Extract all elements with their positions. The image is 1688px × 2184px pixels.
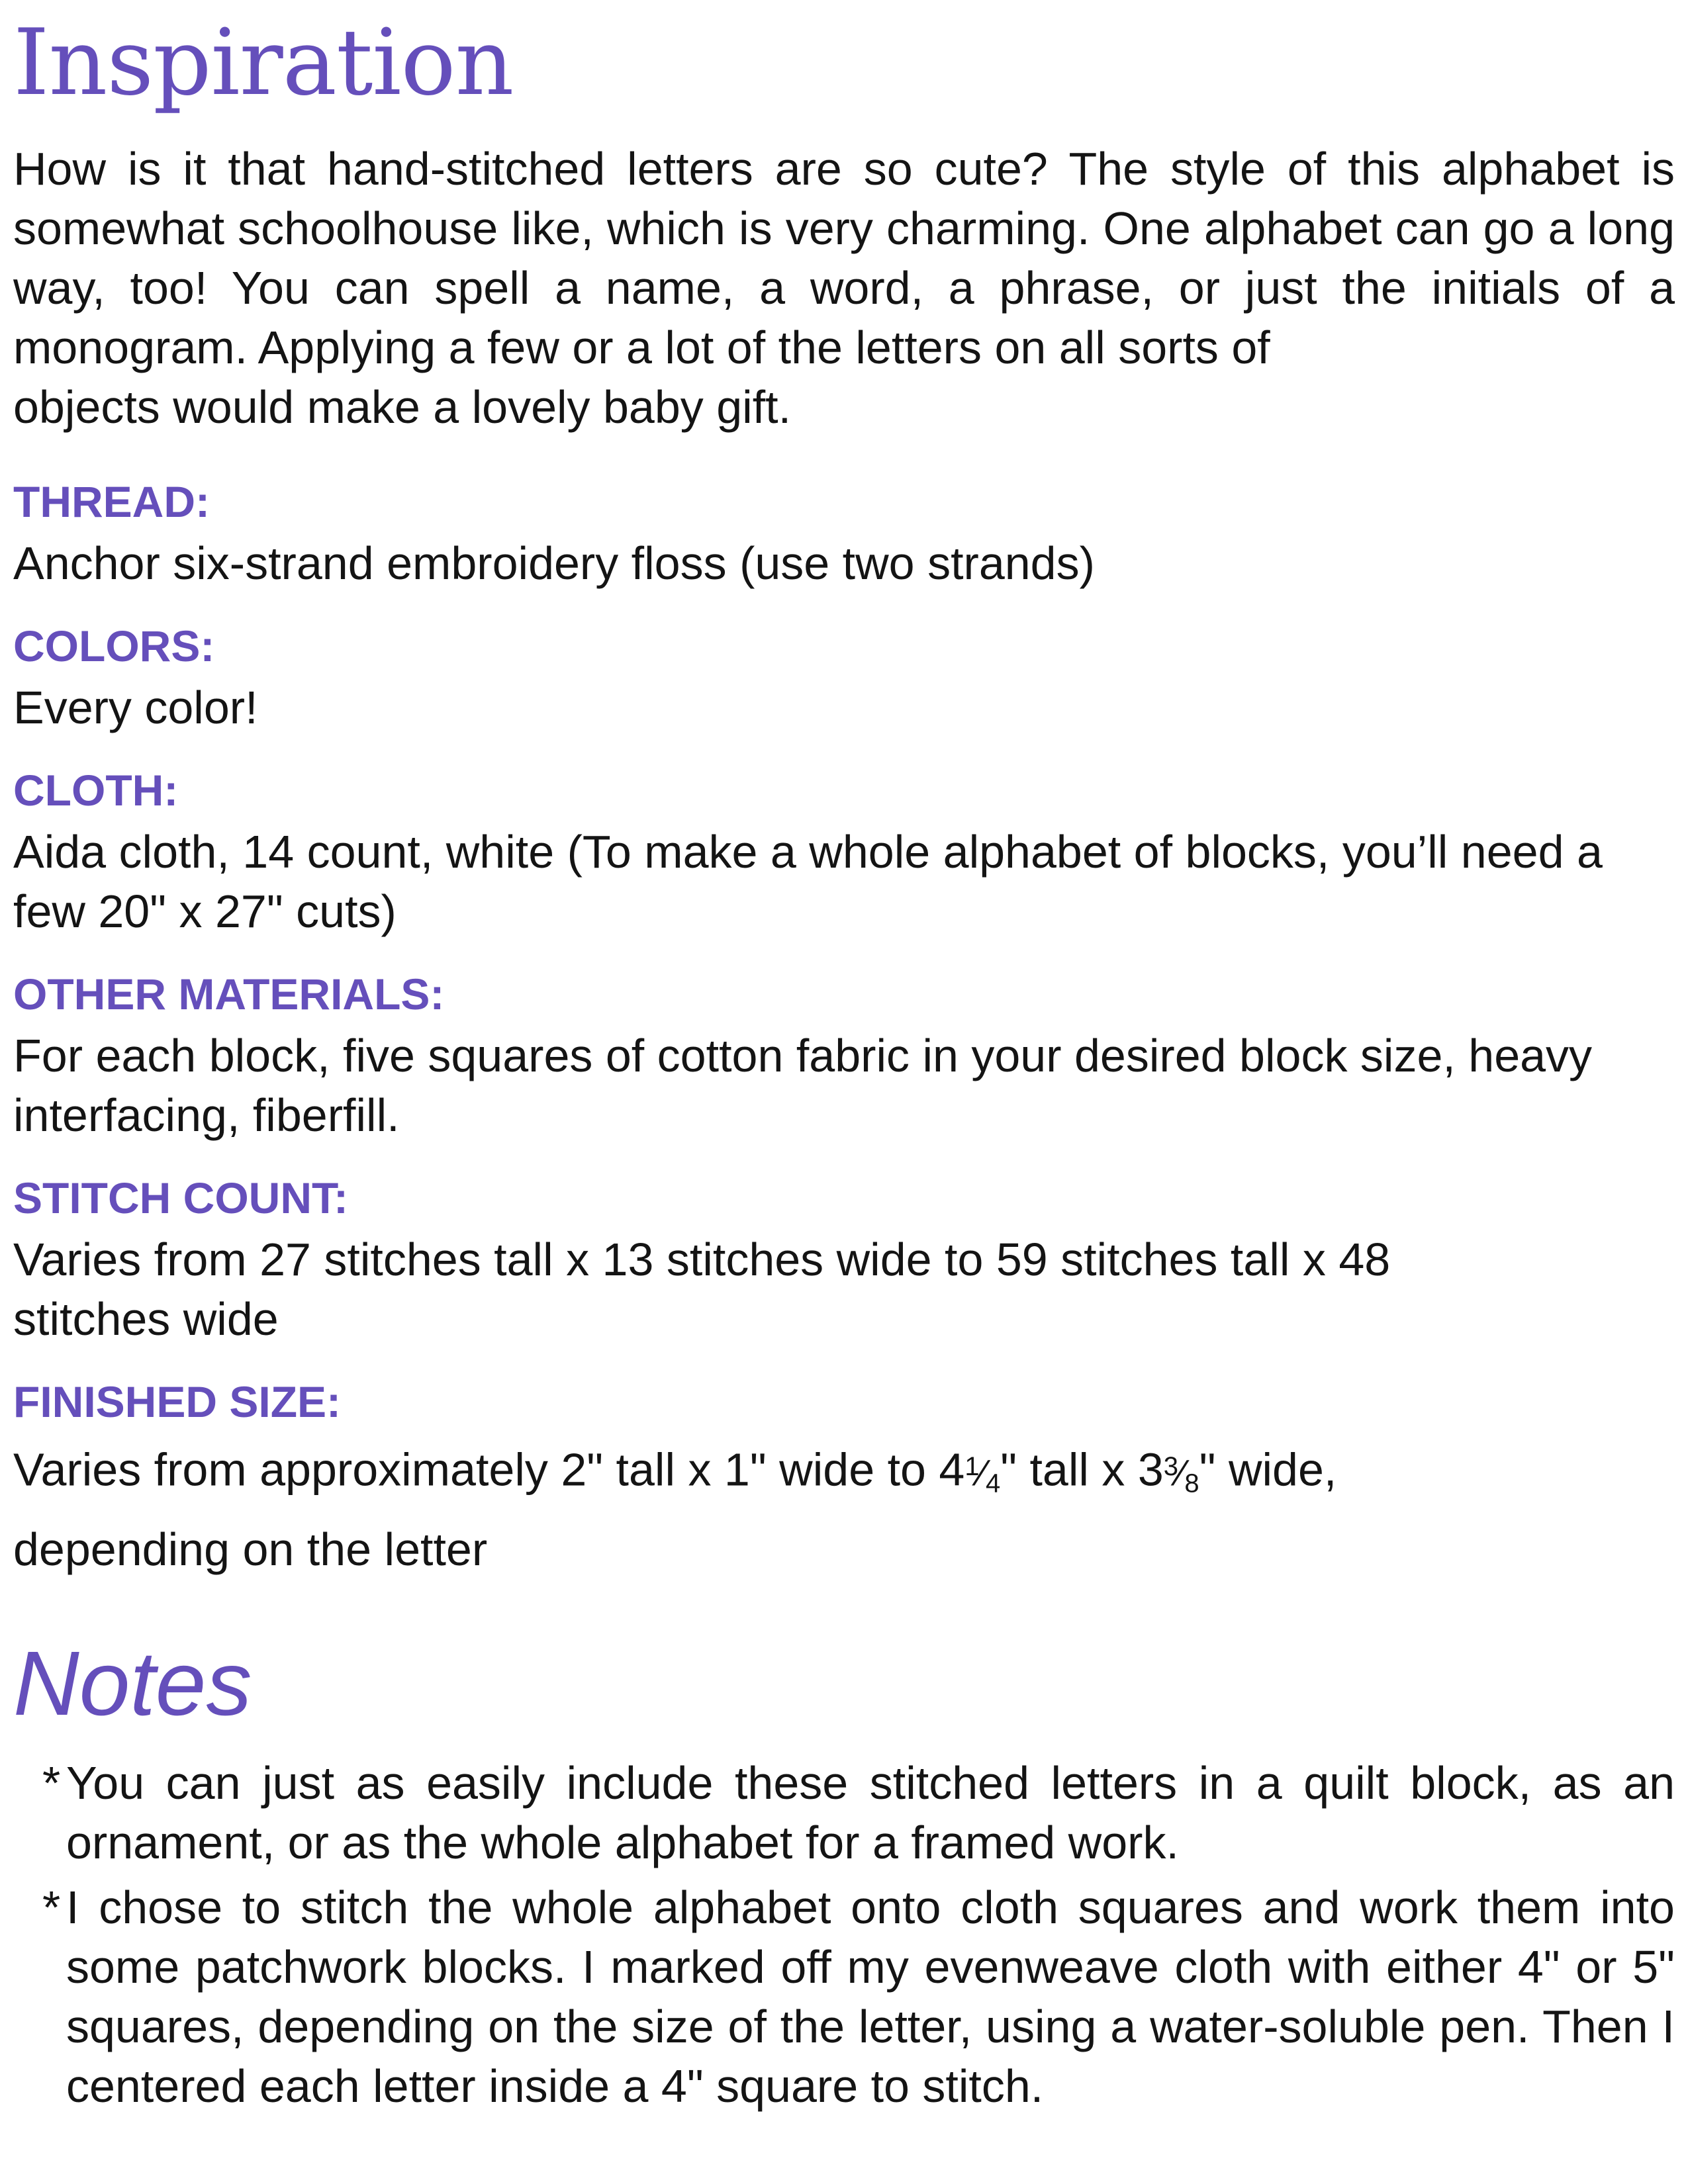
section-stitch-count [13,1171,1675,1349]
thread-label: THREAD: [13,477,210,526]
fraction-denominator: 4 [985,1469,1001,1498]
section-thread [13,475,1675,593]
colors-label: COLORS: [13,621,215,670]
thread-value: Anchor six-strand embroidery floss (use two strands) [13,537,1095,589]
page-title: Inspiration [13,9,514,116]
asterisk-bullet-icon: * [42,1757,61,1809]
section-finished-size [13,1375,1675,1582]
stitch-count-value: Varies from 27 stitches tall x 13 stitches wide to 59 stitches tall x 48 stitches wide [13,1234,1391,1345]
asterisk-bullet-icon: * [42,1882,61,1934]
finished-size-label: FINISHED SIZE: [13,1377,342,1426]
finished-size-text-2: " tall x 3 [1000,1443,1164,1496]
list-item [13,1753,1675,1872]
section-other-materials [13,968,1675,1145]
finished-size-value [13,1433,1675,1582]
notes-title: Notes [13,1633,252,1735]
other-materials-label: OTHER MATERIALS: [13,970,445,1019]
fraction-three-eighths [1164,1433,1199,1516]
list-item [13,1878,1675,2116]
intro-text: How is it that hand-stitched letters are so cute? The style of this alphabet is somewhat schoolhouse like, which is very charming. One alphabet can go a long way, too! You can spell a name, a word, a phrase, or just the initials of a monogram. Applying a few or a lot of the letters on all sorts of [13,143,1675,373]
cloth-value: Aida cloth, 14 count, white (To make a whole alphabet of blocks, you’ll need a few 20" x 27" cuts) [13,826,1603,937]
stitch-count-label: STITCH COUNT: [13,1173,348,1222]
fraction-slash: ⁄ [979,1451,986,1494]
colors-value: Every color! [13,682,258,733]
fraction-slash: ⁄ [1178,1451,1185,1494]
fraction-one-quarter [964,1433,1000,1516]
intro-text-last-line: objects would make a lovely baby gift. [13,381,792,433]
finished-size-text-3: " wide, [1199,1443,1337,1496]
fraction-denominator: 8 [1184,1469,1199,1498]
fraction-numerator: 1 [964,1452,980,1481]
intro-paragraph [13,139,1675,437]
cloth-label: CLOTH: [13,766,179,815]
page [13,0,1675,2121]
finished-size-text-4: depending on the letter [13,1524,488,1576]
other-materials-value: For each block, five squares of cotton fabric in your desired block size, heavy interfacing, fiberfill. [13,1030,1593,1141]
finished-size-text-1: Varies from approximately 2" tall x 1" wide to 4 [13,1443,965,1496]
fraction-numerator: 3 [1163,1452,1179,1481]
note-text: I chose to stitch the whole alphabet onto cloth squares and work them into some patchwork blocks. I marked off my evenweave cloth with either 4" or 5" squares, depending on the size of the letter, using a water-soluble pen. Then I centered each letter inside a 4" square to stitch. [66,1882,1675,2113]
section-cloth [13,764,1675,941]
note-text: You can just as easily include these stitched letters in a quilt block, as an ornament, or as the whole alphabet for a framed work. [66,1757,1675,1869]
section-colors [13,619,1675,737]
notes-list [13,1753,1675,2116]
